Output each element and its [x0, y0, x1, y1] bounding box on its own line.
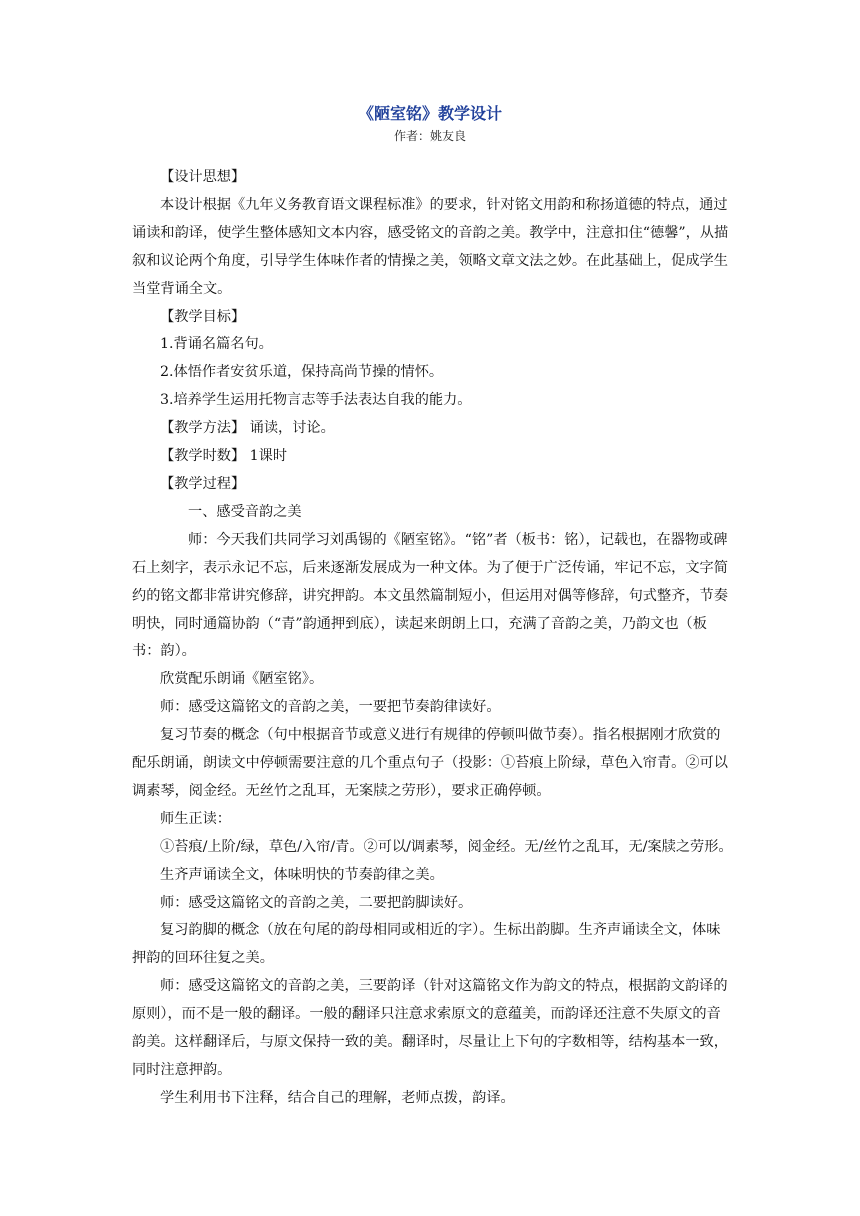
body-paragraph: 【教学目标】 — [160, 308, 246, 325]
body-paragraph: 3.培养学生运用托物言志等手法表达自我的能力。 — [160, 392, 472, 409]
body-paragraph: 师：感受这篇铭文的音韵之美，一要把节奏韵律读好。 — [160, 699, 501, 716]
body-paragraph: 1.背诵名篇名句。 — [160, 336, 273, 353]
body-paragraph: 师生正读： — [160, 810, 231, 827]
document-author: 作者：姚友良 — [393, 129, 466, 143]
body-paragraph: 复习韵脚的概念（放在句尾的韵母相同或相近的字）。生标出韵脚。生齐声诵读全文，体味押韵的回环往复之美。 — [132, 922, 721, 967]
document-body — [132, 164, 734, 1113]
body-paragraph: 2.体悟作者安贫乐道，保持高尚节操的情怀。 — [160, 364, 444, 381]
body-paragraph: 生齐声诵读全文，体味明快的节奏韵律之美。 — [160, 866, 444, 883]
body-paragraph: 复习节奏的概念（句中根据音节或意义进行有规律的停顿叫做节奏）。指名根据刚才欣赏的配乐朗诵，朗读文中停顿需要注意的几个重点句子（投影：①苔痕上阶绿，草色入帘青。②可以调素琴，阅金经。无丝竹之乱耳，无案牍之劳形），要求正确停顿。 — [132, 727, 728, 799]
body-paragraph: 【教学时数】 1课时 — [160, 448, 288, 465]
body-paragraph: ①苔痕/上阶/绿，草色/入帘/青。②可以/调素琴，阅金经。无/丝竹之乱耳，无/案牍之劳形。 — [160, 838, 733, 855]
body-paragraph: 一、感受音韵之美 — [188, 503, 302, 520]
body-paragraph: 欣赏配乐朗诵《陋室铭》。 — [160, 671, 324, 688]
body-paragraph: 学生利用书下注释，结合自己的理解，老师点拨，韵译。 — [160, 1089, 515, 1106]
body-paragraph: 师：感受这篇铭文的音韵之美，三要韵译（针对这篇铭文作为韵文的特点，根据韵文韵译的原则），而不是一般的翻译。一般的翻译只注意求索原文的意蕴美，而韵译还注意不失原文的音韵美。这样翻译后，与原文保持一致的美。翻译时，尽量让上下句的字数相等，结构基本一致，同时注意押韵。 — [132, 978, 728, 1078]
body-paragraph: 师：感受这篇铭文的音韵之美，二要把韵脚读好。 — [160, 894, 473, 911]
body-paragraph: 师：今天我们共同学习刘禹锡的《陋室铭》。“铭”者（板书：铭），记载也，在器物或碑石上刻字，表示永记不忘，后来逐渐发展成为一种文体。为了便于广泛传诵，牢记不忘，文字简约的铭文都非常讲究修辞，讲究押韵。本文虽然篇制短小，但运用对偶等修辞，句式整齐，节奏明快，同时通篇协韵（“青”韵通押到底），读起来朗朗上口，充满了音韵之美，乃韵文也（板书：韵）。 — [132, 531, 728, 660]
body-paragraph: 本设计根据《九年义务教育语文课程标准》的要求，针对铭文用韵和称扬道德的特点，通过诵读和韵译，使学生整体感知文本内容，感受铭文的音韵之美。教学中，注意扣住“德馨”，从描叙和议论两个角度，引导学生体味作者的情操之美，领略文章文法之妙。在此基础上，促成学生当堂背诵全文。 — [132, 196, 729, 297]
document-title: 《陋室铭》教学设计 — [357, 104, 502, 123]
body-paragraph: 【教学过程】 — [160, 475, 246, 492]
body-paragraph: 【教学方法】 诵读，讨论。 — [160, 420, 335, 437]
body-paragraph: 【设计思想】 — [160, 169, 246, 185]
